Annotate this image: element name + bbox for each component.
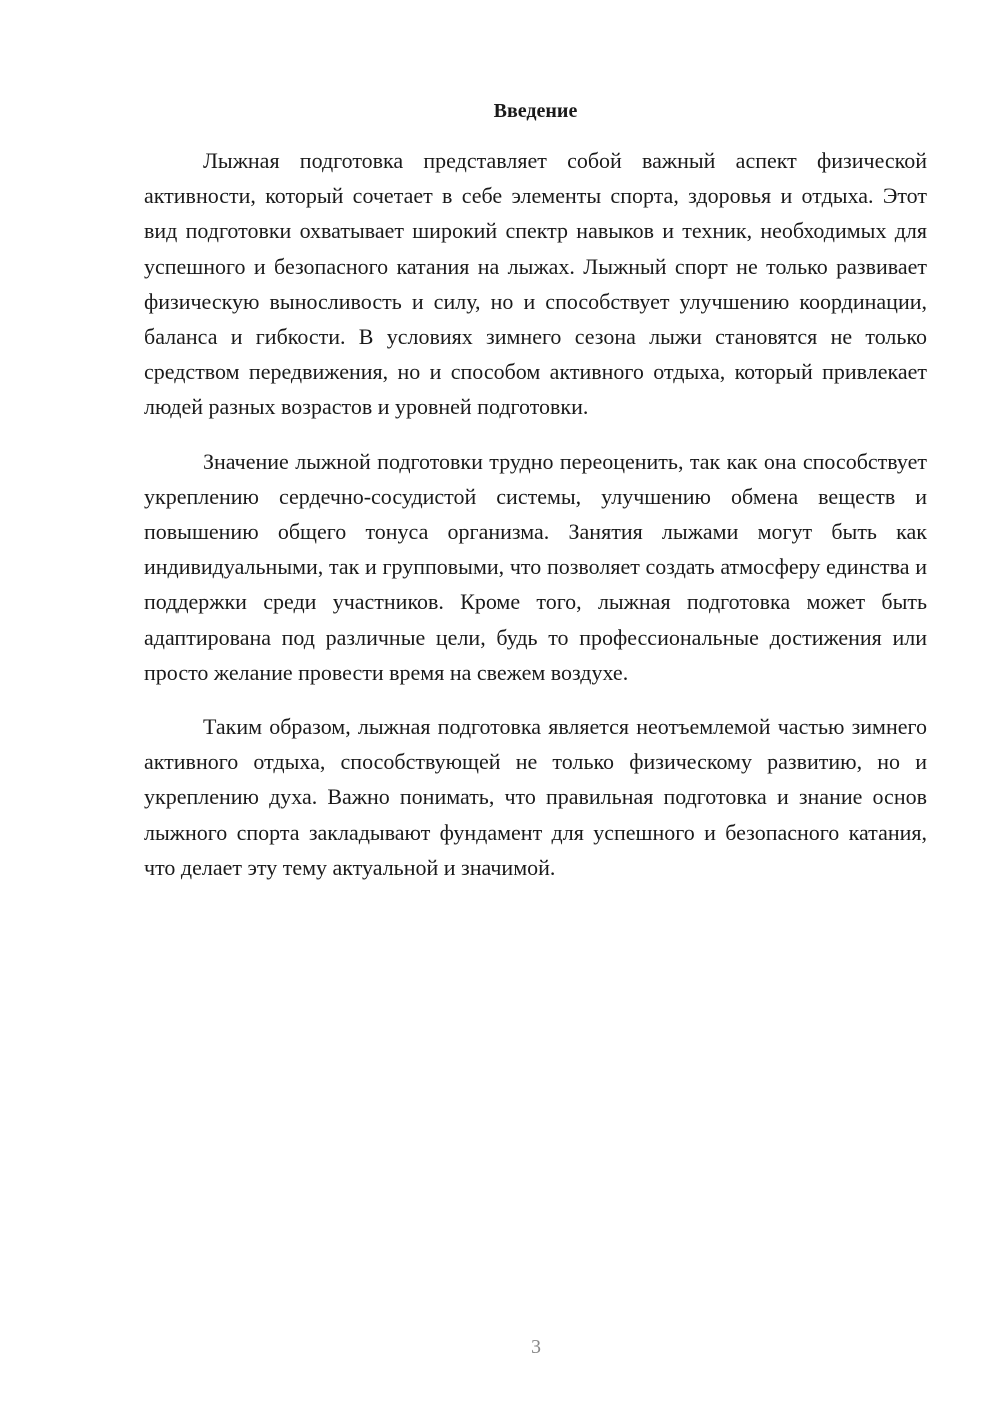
paragraph-3: Таким образом, лыжная подготовка является неотъемлемой частью зимнего активного отдыха, способствующей не только физическому развитию, но и укреплению духа. Важно понимать, что правильная подготовка и знание основ лыжного спорта закладывают фундамент для успешного и безопасного катания, что делает эту тему актуальной и значимой. <box>144 714 927 880</box>
section-heading: Введение <box>493 100 578 122</box>
page-number: 3 <box>531 1336 541 1358</box>
document-body <box>144 143 927 904</box>
paragraph-2: Значение лыжной подготовки трудно переоценить, так как она способствует укреплению сердечно-сосудистой системы, улучшению обмена веществ и повышению общего тонуса организма. Занятия лыжами могут быть как индивидуальными, так и групповыми, что позволяет создать атмосферу единства и поддержки среди участников. Кроме того, лыжная подготовка может быть адаптирована под различные цели, будь то профессиональные достижения или просто желание провести время на свежем воздухе. <box>144 448 927 685</box>
paragraph-1: Лыжная подготовка представляет собой важный аспект физической активности, который сочетает в себе элементы спорта, здоровья и отдыха. Этот вид подготовки охватывает широкий спектр навыков и техник, необходимых для успешного и безопасного катания на лыжах. Лыжный спорт не только развивает физическую выносливость и силу, но и способствует улучшению координации, баланса и гибкости. В условиях зимнего сезона лыжи становятся не только средством передвижения, но и способом активного отдыха, который привлекает людей разных возрастов и уровней подготовки. <box>144 148 927 420</box>
